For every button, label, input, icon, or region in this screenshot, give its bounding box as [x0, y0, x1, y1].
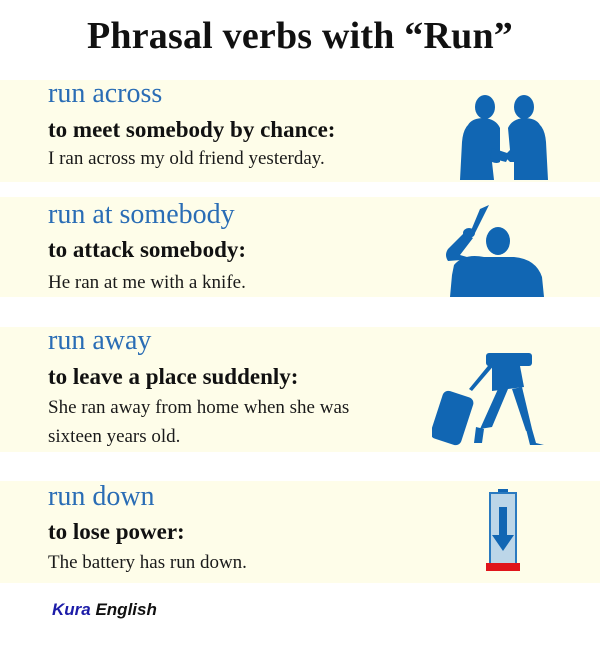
example-sentence: [48, 548, 247, 577]
entry-card-run-away: [0, 327, 600, 452]
phrasal-verb: run across: [48, 78, 163, 109]
example-sentence: [48, 393, 349, 451]
phrasal-verb: run down: [48, 481, 155, 512]
example-line: The battery has run down.: [48, 552, 247, 573]
entry-card-run-across: [0, 80, 600, 182]
example-line: sixteen years old.: [48, 426, 181, 447]
example-line: I ran across my old friend yesterday.: [48, 148, 325, 169]
entry-card-run-at-somebody: [0, 197, 600, 297]
woman-with-suitcase-icon: [432, 349, 552, 449]
brand-first-word: Kura: [52, 600, 91, 619]
brand-label: [52, 600, 157, 620]
brand-second-word: English: [90, 600, 157, 619]
example-sentence: [48, 144, 325, 173]
verb-meaning: to meet somebody by chance:: [48, 117, 336, 142]
low-battery-icon: [478, 487, 528, 573]
handshake-icon: [454, 92, 554, 180]
verb-meaning: to lose power:: [48, 519, 185, 544]
verb-meaning: to leave a place suddenly:: [48, 364, 299, 389]
example-sentence: [48, 268, 246, 297]
verb-meaning: to attack somebody:: [48, 237, 247, 262]
example-line: She ran away from home when she was: [48, 397, 350, 418]
phrasal-verb: run away: [48, 325, 152, 356]
entry-card-run-down: [0, 481, 600, 583]
knife-attack-icon: [440, 205, 550, 297]
example-line: He ran at me with a knife.: [48, 272, 246, 293]
page-title: Phrasal verbs with “Run”: [86, 15, 513, 57]
phrasal-verb: run at somebody: [48, 199, 235, 230]
